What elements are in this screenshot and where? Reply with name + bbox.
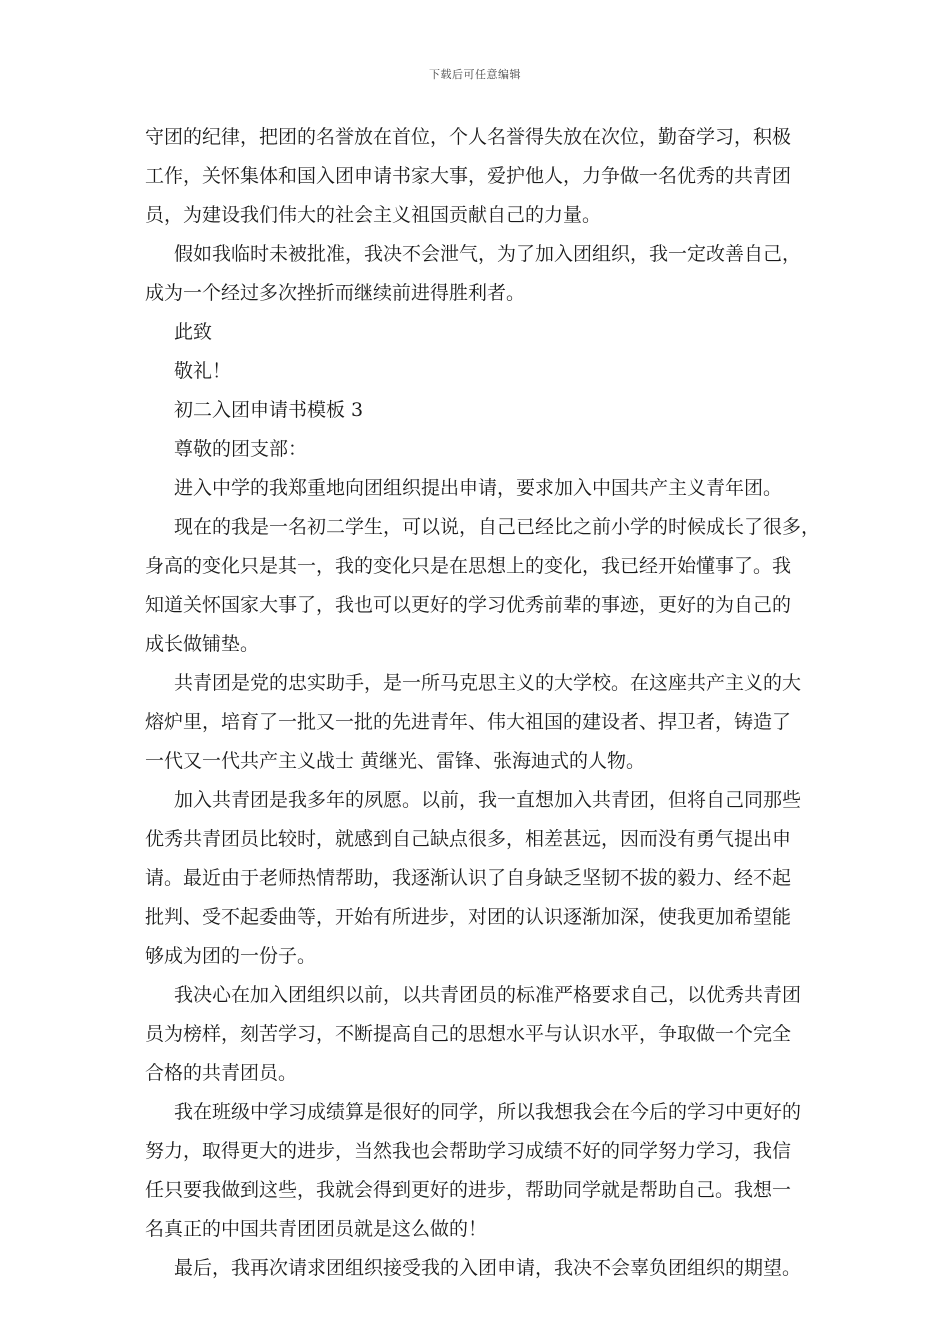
document-body xyxy=(145,118,821,1288)
text-line: 一代又一代共产主义战士 黄继光、雷锋、张海迪式的人物。 xyxy=(145,750,646,772)
text-line: 现在的我是一名初二学生，可以说，自己已经比之前小学的时候成长了很多， xyxy=(174,516,821,538)
page-header: 下载后可任意编辑 xyxy=(429,68,521,81)
paragraph xyxy=(145,235,810,313)
text-line: 名真正的中国共青团团员就是这么做的！ xyxy=(145,1218,488,1240)
text-line: 合格的共青团员。 xyxy=(145,1062,298,1084)
paragraph xyxy=(145,976,810,1093)
text-line: 最后，我再次请求团组织接受我的入团申请，我决不会辜负团组织的期望。 xyxy=(174,1257,802,1279)
text-line: 共青团是党的忠实助手，是一所马克思主义的大学校。在这座共产主义的大 xyxy=(174,672,802,694)
text-line: 此致 xyxy=(174,321,213,343)
text-line: 够成为团的一份子。 xyxy=(145,945,317,967)
text-line: 员，为建设我们伟大的社会主义祖国贡献自己的力量。 xyxy=(145,204,602,226)
text-line: 进入中学的我郑重地向团组织提出申请，要求加入中国共产主义青年团。 xyxy=(174,477,783,499)
paragraph xyxy=(145,508,821,664)
paragraph xyxy=(145,313,810,352)
text-line: 加入共青团是我多年的夙愿。以前，我一直想加入共青团，但将自己同那些 xyxy=(174,789,802,811)
paragraph xyxy=(145,1249,810,1288)
text-line: 优秀共青团员比较时，就感到自己缺点很多，相差甚远，因而没有勇气提出申 xyxy=(145,828,792,850)
text-line: 我在班级中学习成绩算是很好的同学，所以我想我会在今后的学习中更好的 xyxy=(174,1101,802,1123)
text-line: 假如我临时未被批准，我决不会泄气，为了加入团组织，我一定改善自己， xyxy=(174,243,802,265)
paragraph xyxy=(145,469,810,508)
paragraph xyxy=(145,1093,810,1249)
text-line: 批判、受不起委曲等，开始有所进步，对团的认识逐渐加深，使我更加希望能 xyxy=(145,906,792,928)
text-line: 成为一个经过多次挫折而继续前进得胜利者。 xyxy=(145,282,526,304)
text-line: 初二入团申请书模板 3 xyxy=(174,399,364,421)
text-line: 熔炉里，培育了一批又一批的先进青年、伟大祖国的建设者、捍卫者，铸造了 xyxy=(145,711,792,733)
text-line: 员为榜样，刻苦学习，不断提高自己的思想水平与认识水平，争取做一个完全 xyxy=(145,1023,792,1045)
text-line: 知道关怀国家大事了，我也可以更好的学习优秀前辈的事迹，更好的为自己的 xyxy=(145,594,792,616)
paragraph xyxy=(145,118,810,235)
text-line: 守团的纪律，把团的名誉放在首位，个人名誉得失放在次位，勤奋学习，积极 xyxy=(145,126,792,148)
paragraph xyxy=(145,664,810,781)
paragraph xyxy=(145,352,810,391)
text-line: 成长做铺垫。 xyxy=(145,633,260,655)
text-line: 身高的变化只是其一，我的变化只是在思想上的变化，我已经开始懂事了。我 xyxy=(145,555,792,577)
text-line: 工作，关怀集体和国入团申请书家大事，爱护他人，力争做一名优秀的共青团 xyxy=(145,165,792,187)
paragraph xyxy=(145,430,810,469)
text-line: 任只要我做到这些，我就会得到更好的进步，帮助同学就是帮助自己。我想一 xyxy=(145,1179,792,1201)
text-line: 我决心在加入团组织以前，以共青团员的标准严格要求自己，以优秀共青团 xyxy=(174,984,802,1006)
paragraph xyxy=(145,391,810,430)
text-line: 尊敬的团支部： xyxy=(174,438,308,460)
text-line: 努力，取得更大的进步，当然我也会帮助学习成绩不好的同学努力学习，我信 xyxy=(145,1140,792,1162)
paragraph xyxy=(145,781,810,976)
text-line: 敬礼！ xyxy=(174,360,232,382)
text-line: 请。最近由于老师热情帮助，我逐渐认识了自身缺乏坚韧不拔的毅力、经不起 xyxy=(145,867,792,889)
